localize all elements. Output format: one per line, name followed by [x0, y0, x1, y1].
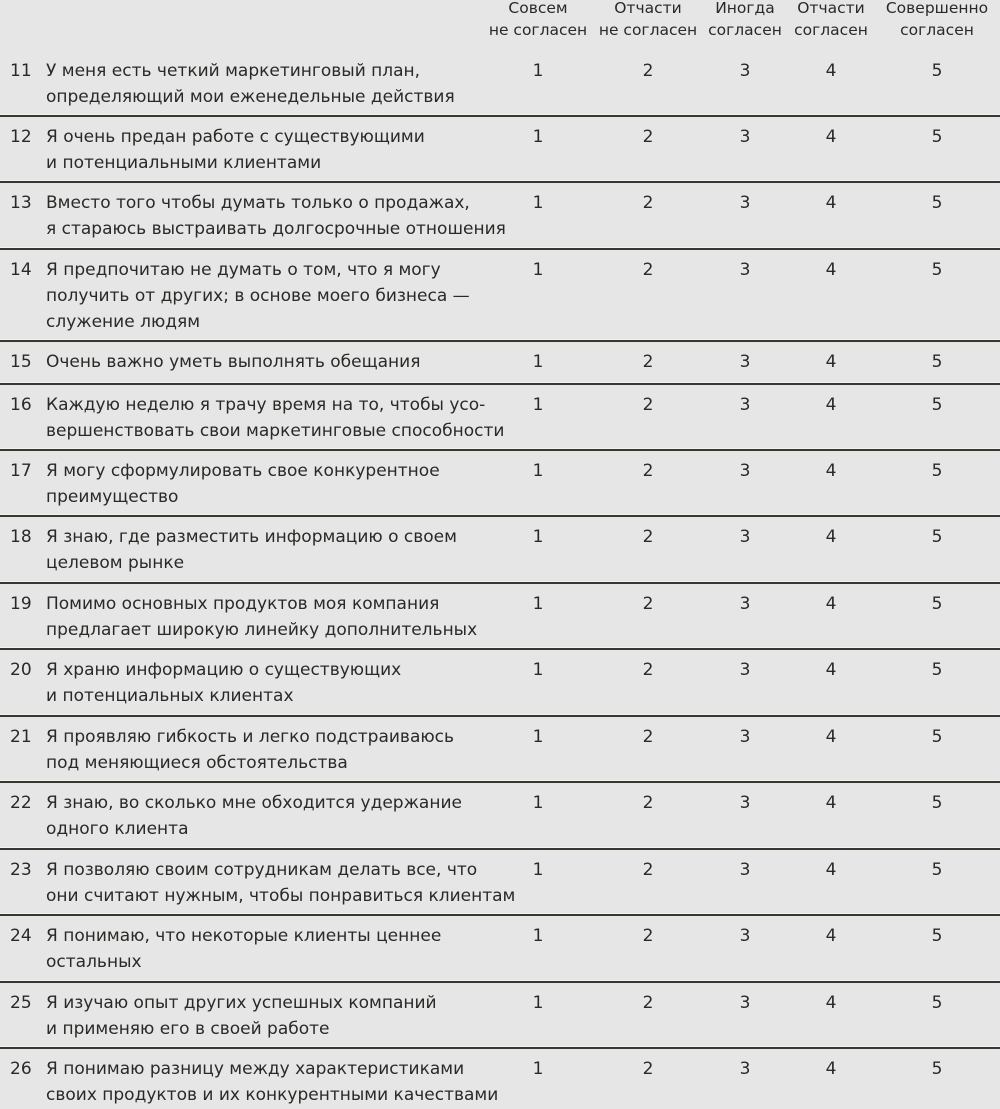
statement-line: Очень важно уметь выполнять обещания	[46, 352, 421, 372]
row-number: 23	[10, 860, 32, 880]
rating-option[interactable]: 3	[739, 527, 751, 547]
statement-line: Помимо основных продуктов моя компания	[46, 594, 440, 614]
statement-line: определяющий мои еженедельные действия	[46, 87, 455, 107]
statement-line: вершенствовать свои маркетинговые способности	[46, 421, 505, 441]
rating-option[interactable]: 3	[739, 594, 751, 614]
rating-option[interactable]: 3	[739, 260, 751, 280]
rating-option[interactable]: 4	[825, 860, 837, 880]
column-header-line1: Отчасти	[797, 0, 865, 17]
rating-option[interactable]: 5	[931, 660, 943, 680]
rating-option[interactable]: 4	[825, 193, 837, 213]
rating-option[interactable]: 5	[931, 926, 943, 946]
statement-text	[46, 857, 516, 909]
rating-option[interactable]: 4	[825, 527, 837, 547]
statement-text	[46, 58, 486, 110]
statement-text	[46, 124, 486, 176]
rating-option[interactable]: 5	[931, 727, 943, 747]
column-header-line2: согласен	[794, 21, 868, 39]
rating-option[interactable]: 2	[642, 594, 654, 614]
table-row	[0, 341, 1000, 384]
rating-option[interactable]: 4	[825, 61, 837, 81]
rating-option[interactable]: 4	[825, 993, 837, 1013]
column-header-line2: не согласен	[598, 21, 698, 39]
rating-option[interactable]: 2	[642, 352, 654, 372]
statement-line: и применяю его в своей работе	[46, 1019, 330, 1039]
rating-option[interactable]: 4	[825, 727, 837, 747]
row-number: 21	[10, 727, 32, 747]
statement-text	[46, 257, 486, 335]
statement-line: целевом рынке	[46, 553, 185, 573]
rating-option[interactable]: 2	[642, 727, 654, 747]
statement-line: одного клиента	[46, 819, 189, 839]
statement-line: под меняющиеся обстоятельства	[46, 753, 348, 773]
statement-line: Я позволяю своим сотрудникам делать все, что	[46, 860, 478, 880]
rating-option[interactable]: 5	[931, 1059, 943, 1079]
rating-option[interactable]: 5	[931, 395, 943, 415]
statement-text	[46, 524, 486, 576]
rating-option[interactable]: 2	[642, 993, 654, 1013]
rating-option[interactable]: 5	[931, 594, 943, 614]
rating-option[interactable]: 2	[642, 193, 654, 213]
rating-option[interactable]: 3	[739, 926, 751, 946]
rating-option[interactable]: 4	[825, 1059, 837, 1079]
statement-line: Я храню информацию о существующих	[46, 660, 402, 680]
rating-option[interactable]: 2	[642, 926, 654, 946]
table-row	[0, 450, 1000, 516]
rating-option[interactable]: 5	[931, 527, 943, 547]
column-header-line2: согласен	[900, 21, 974, 39]
rating-option[interactable]: 5	[931, 860, 943, 880]
statement-line: Я понимаю разницу между характеристиками	[46, 1059, 465, 1079]
rating-option[interactable]: 4	[825, 260, 837, 280]
rating-option[interactable]: 1	[532, 727, 544, 747]
table-row	[0, 182, 1000, 249]
rating-option[interactable]: 3	[739, 461, 751, 481]
rating-option[interactable]: 3	[739, 395, 751, 415]
table-row	[0, 516, 1000, 583]
statement-line: и потенциальными клиентами	[46, 153, 322, 173]
rating-option[interactable]: 2	[642, 260, 654, 280]
statement-text	[46, 190, 506, 242]
statement-text	[46, 458, 486, 510]
rating-option[interactable]: 1	[532, 61, 544, 81]
rating-option[interactable]: 5	[931, 260, 943, 280]
statement-text	[46, 990, 486, 1042]
column-header-line1: Совсем	[508, 0, 568, 17]
rating-option[interactable]: 4	[825, 594, 837, 614]
rating-option[interactable]: 2	[642, 61, 654, 81]
rating-option[interactable]: 1	[532, 860, 544, 880]
statement-line: Я понимаю, что некоторые клиенты ценнее	[46, 926, 442, 946]
table-row	[0, 716, 1000, 782]
rating-option[interactable]: 3	[739, 127, 751, 147]
rating-option[interactable]: 1	[532, 461, 544, 481]
rating-option[interactable]: 4	[825, 660, 837, 680]
statement-line: Я знаю, где разместить информацию о своем	[46, 527, 457, 547]
row-number: 15	[10, 352, 32, 372]
row-number: 13	[10, 193, 32, 213]
statement-text	[46, 1056, 499, 1108]
column-header-line2: согласен	[708, 21, 782, 39]
rating-option[interactable]: 2	[642, 860, 654, 880]
statement-line: служение людям	[46, 312, 201, 332]
statement-line: получить от других; в основе моего бизнеса —	[46, 286, 470, 306]
statement-line: У меня есть четкий маркетинговый план,	[46, 61, 421, 81]
column-header	[877, 0, 997, 41]
column-header-line2: не согласен	[488, 21, 588, 39]
rating-option[interactable]: 3	[739, 193, 751, 213]
row-number: 16	[10, 395, 32, 415]
rating-option[interactable]: 5	[931, 793, 943, 813]
statement-line: Я могу сформулировать свое конкурентное	[46, 461, 440, 481]
rating-option[interactable]: 3	[739, 1059, 751, 1079]
rating-option[interactable]: 2	[642, 395, 654, 415]
rating-option[interactable]: 4	[825, 926, 837, 946]
rating-option[interactable]: 5	[931, 461, 943, 481]
row-number: 14	[10, 260, 32, 280]
statement-text	[46, 790, 486, 842]
rating-option[interactable]: 1	[532, 793, 544, 813]
statement-line: они считают нужным, чтобы понравиться клиентам	[46, 886, 516, 906]
statement-line: Я предпочитаю не думать о том, что я могу	[46, 260, 441, 280]
table-header	[0, 0, 1000, 48]
rating-option[interactable]: 3	[739, 793, 751, 813]
rating-option[interactable]: 2	[642, 793, 654, 813]
rating-option[interactable]: 4	[825, 127, 837, 147]
rating-option[interactable]: 3	[739, 352, 751, 372]
row-number: 11	[10, 61, 32, 81]
rating-option[interactable]: 5	[931, 61, 943, 81]
rating-option[interactable]: 1	[532, 660, 544, 680]
table-row	[0, 116, 1000, 182]
rating-option[interactable]: 3	[739, 727, 751, 747]
statement-line: Я знаю, во сколько мне обходится удержание	[46, 793, 462, 813]
rating-option[interactable]: 1	[532, 993, 544, 1013]
rating-option[interactable]: 5	[931, 352, 943, 372]
rating-option[interactable]: 4	[825, 352, 837, 372]
row-number: 25	[10, 993, 32, 1013]
rating-option[interactable]: 4	[825, 395, 837, 415]
column-header-line1: Иногда	[715, 0, 775, 17]
row-number: 22	[10, 793, 32, 813]
column-header	[771, 0, 891, 41]
rating-option[interactable]: 2	[642, 1059, 654, 1079]
row-number: 17	[10, 461, 32, 481]
table-row	[0, 649, 1000, 716]
rating-option[interactable]: 4	[825, 793, 837, 813]
rating-option[interactable]: 5	[931, 193, 943, 213]
statement-line: Я проявляю гибкость и легко подстраиваюсь	[46, 727, 455, 747]
rating-option[interactable]: 2	[642, 461, 654, 481]
row-number: 24	[10, 926, 32, 946]
rating-option[interactable]: 1	[532, 193, 544, 213]
rating-option[interactable]: 1	[532, 260, 544, 280]
rating-option[interactable]: 3	[739, 993, 751, 1013]
table-row	[0, 915, 1000, 982]
rating-option[interactable]: 3	[739, 61, 751, 81]
statement-line: Вместо того чтобы думать только о продажах,	[46, 193, 470, 213]
statement-text	[46, 657, 486, 709]
rating-option[interactable]: 1	[532, 926, 544, 946]
statement-text	[46, 724, 486, 776]
statement-line: и потенциальных клиентах	[46, 686, 294, 706]
statement-line: своих продуктов и их конкурентными качествами	[46, 1085, 499, 1105]
statement-line: Я очень предан работе с существующими	[46, 127, 425, 147]
statement-line: я стараюсь выстраивать долгосрочные отношения	[46, 219, 506, 239]
rating-option[interactable]: 5	[931, 993, 943, 1013]
table-row	[0, 249, 1000, 341]
table-row	[0, 849, 1000, 915]
statement-text	[46, 591, 486, 643]
column-header-line1: Совершенно	[885, 0, 989, 17]
statement-text	[46, 349, 486, 375]
rating-option[interactable]: 2	[642, 527, 654, 547]
rating-option[interactable]: 4	[825, 461, 837, 481]
column-header-line1: Отчасти	[614, 0, 682, 17]
rating-option[interactable]: 2	[642, 660, 654, 680]
statement-line: предлагает широкую линейку дополнительных	[46, 620, 478, 640]
table-row	[0, 50, 1000, 116]
row-number: 19	[10, 594, 32, 614]
row-number: 18	[10, 527, 32, 547]
row-number: 26	[10, 1059, 32, 1079]
statement-line: Я изучаю опыт других успешных компаний	[46, 993, 437, 1013]
rating-option[interactable]: 5	[931, 127, 943, 147]
rating-option[interactable]: 1	[532, 395, 544, 415]
statement-text	[46, 923, 486, 975]
statement-line: остальных	[46, 952, 142, 972]
rating-option[interactable]: 1	[532, 352, 544, 372]
rating-option[interactable]: 1	[532, 127, 544, 147]
rating-option[interactable]: 3	[739, 860, 751, 880]
rating-option[interactable]: 3	[739, 660, 751, 680]
table-row	[0, 384, 1000, 450]
statement-line: Каждую неделю я трачу время на то, чтобы усо-	[46, 395, 486, 415]
rating-option[interactable]: 1	[532, 527, 544, 547]
row-number: 12	[10, 127, 32, 147]
table-row	[0, 1048, 1000, 1109]
row-number: 20	[10, 660, 32, 680]
table-row	[0, 583, 1000, 649]
statement-text	[46, 392, 505, 444]
statement-line: преимущество	[46, 487, 179, 507]
rating-option[interactable]: 1	[532, 1059, 544, 1079]
table-row	[0, 982, 1000, 1048]
rating-option[interactable]: 1	[532, 594, 544, 614]
column-header	[478, 0, 598, 41]
rating-option[interactable]: 2	[642, 127, 654, 147]
table-row	[0, 782, 1000, 849]
